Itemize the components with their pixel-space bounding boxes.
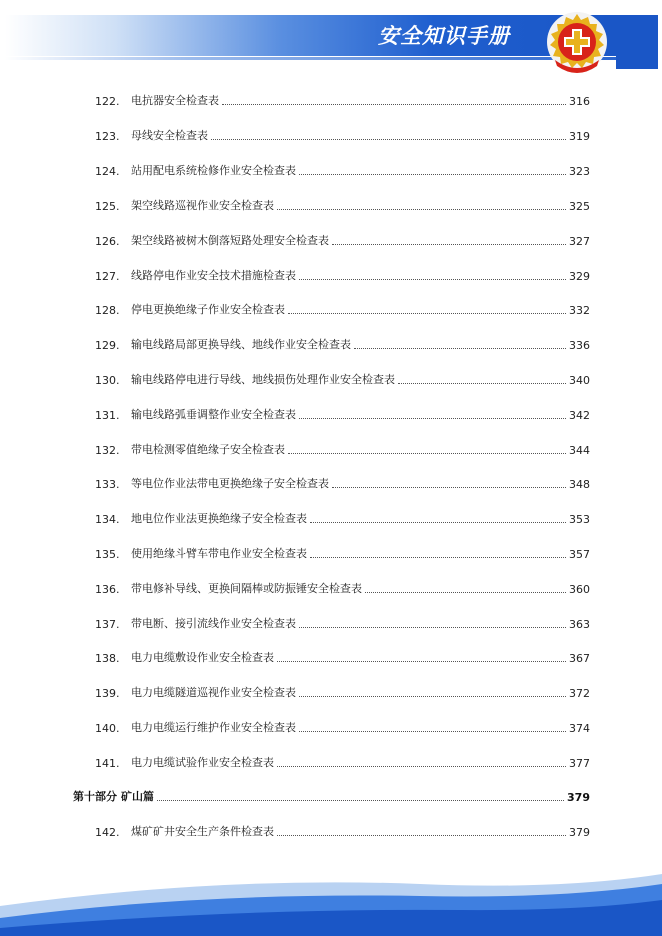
toc-leader-dots	[277, 765, 566, 767]
toc-leader-dots	[211, 138, 566, 140]
toc-part-number: 第十部分	[73, 790, 117, 803]
toc-entry-page: 367	[569, 652, 590, 665]
toc-leader-dots	[332, 243, 566, 245]
toc-entry-number: 137.	[95, 618, 120, 631]
toc-entry-number: 141.	[95, 757, 120, 770]
header-underline	[5, 57, 616, 60]
toc-leader-dots	[332, 486, 566, 488]
toc-entry[interactable]	[95, 821, 590, 839]
toc-entry-number: 134.	[95, 513, 120, 526]
header-band	[5, 15, 616, 56]
toc-entry[interactable]	[95, 682, 590, 700]
toc-entry-number: 139.	[95, 687, 120, 700]
toc-entry[interactable]	[95, 752, 590, 770]
toc-entry[interactable]	[95, 334, 590, 352]
toc-entry-title: 电力电缆运行维护作业安全检查表	[131, 721, 296, 734]
toc-leader-dots	[288, 312, 566, 314]
toc-entry[interactable]	[95, 404, 590, 422]
toc-entry-number: 138.	[95, 652, 120, 665]
toc-entry[interactable]	[95, 543, 590, 561]
toc-entry[interactable]	[95, 265, 590, 283]
toc-entry[interactable]	[95, 647, 590, 665]
toc-entry-number: 124.	[95, 165, 120, 178]
toc-entry-number: 123.	[95, 130, 120, 143]
toc-entry-page: 316	[569, 95, 590, 108]
toc-entry-title: 带电检测零值绝缘子安全检查表	[131, 443, 285, 456]
toc-entry-page: 360	[569, 583, 590, 596]
toc-entry-page: 340	[569, 374, 590, 387]
toc-leader-dots	[299, 278, 566, 280]
toc-entry-page: 344	[569, 444, 590, 457]
toc-entry[interactable]	[95, 160, 590, 178]
toc-entry-title: 母线安全检查表	[131, 129, 208, 142]
toc-entry-page: 342	[569, 409, 590, 422]
toc-leader-dots	[277, 834, 566, 836]
toc-entry-page: 363	[569, 618, 590, 631]
toc-entry-title: 电抗器安全检查表	[131, 94, 219, 107]
toc-entry-title: 电力电缆敷设作业安全检查表	[131, 651, 274, 664]
toc-entry-title: 输电线路停电进行导线、地线损伤处理作业安全检查表	[131, 373, 395, 386]
toc-entry-title: 架空线路被树木倒落短路处理安全检查表	[131, 234, 329, 247]
toc-entry-page: 379	[569, 826, 590, 839]
toc-part-title: 矿山篇	[121, 790, 154, 803]
toc-entry-title: 电力电缆隧道巡视作业安全检查表	[131, 686, 296, 699]
toc-part-entry[interactable]	[73, 786, 590, 804]
toc-entry[interactable]	[95, 299, 590, 317]
toc-part-page: 379	[567, 791, 590, 804]
toc-entry-title: 输电线路弧垂调整作业安全检查表	[131, 408, 296, 421]
toc-entry-page: 336	[569, 339, 590, 352]
toc-leader-dots	[398, 382, 566, 384]
toc-entry[interactable]	[95, 230, 590, 248]
toc-leader-dots	[299, 695, 566, 697]
toc-leader-dots	[222, 103, 566, 105]
toc-entry-page: 323	[569, 165, 590, 178]
toc-leader-dots	[365, 591, 566, 593]
toc-entry[interactable]	[95, 439, 590, 457]
toc-entry-number: 127.	[95, 270, 120, 283]
toc-entry-title: 带电修补导线、更换间隔棒或防振锤安全检查表	[131, 582, 362, 595]
toc-entry-title: 停电更换绝缘子作业安全检查表	[131, 303, 285, 316]
toc-leader-dots	[277, 208, 566, 210]
toc-entry-page: 377	[569, 757, 590, 770]
toc-leader-dots	[299, 626, 566, 628]
toc-entry-title: 带电断、接引流线作业安全检查表	[131, 617, 296, 630]
toc-entry-number: 126.	[95, 235, 120, 248]
toc-entry-title: 等电位作业法带电更换绝缘子安全检查表	[131, 477, 329, 490]
toc-entry-number: 140.	[95, 722, 120, 735]
toc-entry-number: 131.	[95, 409, 120, 422]
toc-entry-title: 架空线路巡视作业安全检查表	[131, 199, 274, 212]
toc-entry-page: 332	[569, 304, 590, 317]
toc-entry-page: 353	[569, 513, 590, 526]
toc-entry-number: 122.	[95, 95, 120, 108]
footer-wave-decoration	[0, 866, 662, 936]
toc-entry-page: 348	[569, 478, 590, 491]
toc-entry-number: 136.	[95, 583, 120, 596]
toc-entry[interactable]	[95, 369, 590, 387]
toc-entry-title: 输电线路局部更换导线、地线作业安全检查表	[131, 338, 351, 351]
toc-leader-dots	[157, 799, 564, 801]
toc-entry-title: 站用配电系统检修作业安全检查表	[131, 164, 296, 177]
safety-emblem-icon	[545, 10, 609, 74]
toc-entry-page: 329	[569, 270, 590, 283]
toc-leader-dots	[310, 556, 566, 558]
toc-entry-title: 使用绝缘斗臂车带电作业安全检查表	[131, 547, 307, 560]
toc-leader-dots	[354, 347, 566, 349]
toc-entry[interactable]	[95, 508, 590, 526]
toc-entry-title: 线路停电作业安全技术措施检查表	[131, 269, 296, 282]
toc-entry-page: 319	[569, 130, 590, 143]
toc-entry-number: 128.	[95, 304, 120, 317]
toc-entry-number: 129.	[95, 339, 120, 352]
toc-leader-dots	[310, 521, 566, 523]
toc-entry-number: 133.	[95, 478, 120, 491]
toc-entry-title: 电力电缆试验作业安全检查表	[131, 756, 274, 769]
toc-entry-page: 325	[569, 200, 590, 213]
toc-entry-number: 135.	[95, 548, 120, 561]
toc-entry[interactable]	[95, 578, 590, 596]
toc-entry-page: 357	[569, 548, 590, 561]
toc-entry-page: 327	[569, 235, 590, 248]
header-right-block	[616, 15, 658, 69]
toc-leader-dots	[277, 660, 566, 662]
toc-entry-number: 142.	[95, 826, 120, 839]
toc-entry-page: 374	[569, 722, 590, 735]
toc-leader-dots	[299, 417, 566, 419]
toc-entry[interactable]	[95, 195, 590, 213]
toc-leader-dots	[288, 452, 566, 454]
toc-leader-dots	[299, 173, 566, 175]
toc-entry-title: 地电位作业法更换绝缘子安全检查表	[131, 512, 307, 525]
toc-entry-number: 132.	[95, 444, 120, 457]
page-header-title: 安全知识手册	[378, 24, 510, 48]
toc-entry[interactable]	[95, 125, 590, 143]
toc-entry-number: 125.	[95, 200, 120, 213]
toc-entry[interactable]	[95, 473, 590, 491]
toc-entry[interactable]	[95, 717, 590, 735]
toc-entry-page: 372	[569, 687, 590, 700]
toc-entry-title: 煤矿矿井安全生产条件检查表	[131, 825, 274, 838]
toc-leader-dots	[299, 730, 566, 732]
toc-entry-number: 130.	[95, 374, 120, 387]
toc-entry[interactable]	[95, 613, 590, 631]
toc-entry[interactable]	[95, 90, 590, 108]
